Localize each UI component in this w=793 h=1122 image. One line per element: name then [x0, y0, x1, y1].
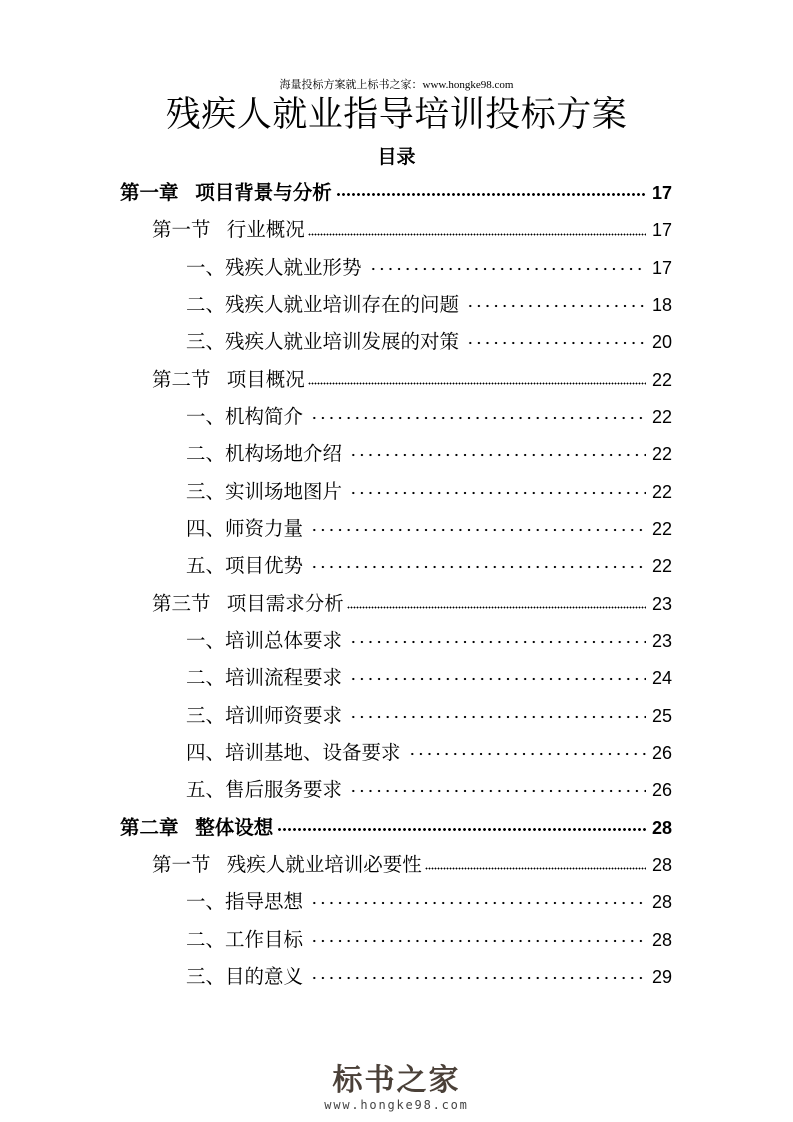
toc-entry-label: 一、机构简介 — [186, 404, 304, 428]
footer-logo: 标书之家 — [332, 1063, 461, 1098]
toc-chapter-1 — [0, 174, 793, 211]
toc-entry-page: 25 — [651, 705, 672, 726]
toc-item — [0, 286, 793, 323]
toc-entry-page: 24 — [651, 668, 672, 689]
table-of-contents — [0, 174, 793, 995]
toc-item — [0, 958, 793, 995]
toc-entry-page: 22 — [651, 406, 672, 427]
toc-item — [0, 660, 793, 697]
toc-entry-label: 四、培训基地、设备要求 — [186, 740, 401, 764]
toc-item — [0, 510, 793, 547]
toc-entry-label: 三、目的意义 — [186, 964, 304, 988]
toc-leader-dots — [466, 341, 646, 345]
toc-entry-page: 17 — [651, 220, 672, 241]
toc-item — [0, 548, 793, 585]
toc-leader-dots — [408, 752, 646, 756]
toc-leader-dots — [347, 606, 646, 609]
toc-entry-page: 23 — [651, 593, 672, 614]
toc-leader-dots — [310, 416, 646, 420]
toc-entry-label: 四、师资力量 — [186, 516, 304, 540]
toc-entry-page: 26 — [651, 742, 672, 763]
toc-leader-dots — [277, 827, 646, 832]
toc-entry-label: 二、机构场地介绍 — [186, 442, 343, 466]
toc-section-1-1 — [0, 212, 793, 249]
toc-entry-label: 一、培训总体要求 — [186, 628, 343, 652]
footer-url: www.hongke98.com — [324, 1098, 469, 1112]
toc-leader-dots — [349, 453, 646, 457]
toc-entry-label: 五、售后服务要求 — [186, 778, 343, 802]
toc-entry-page: 22 — [651, 444, 672, 465]
toc-item — [0, 772, 793, 809]
toc-entry-page: 26 — [651, 780, 672, 801]
toc-entry-page: 22 — [651, 481, 672, 502]
toc-entry-label: 第一节 残疾人就业培训必要性 — [152, 852, 422, 876]
toc-section-1-2 — [0, 361, 793, 398]
toc-item — [0, 398, 793, 435]
toc-entry-label: 第三节 项目需求分析 — [152, 591, 344, 615]
toc-leader-dots — [349, 715, 646, 719]
toc-item — [0, 249, 793, 286]
toc-entry-page: 18 — [651, 294, 672, 315]
toc-entry-page: 17 — [651, 182, 672, 203]
toc-section-1-3 — [0, 585, 793, 622]
toc-entry-page: 17 — [651, 257, 672, 278]
toc-entry-label: 三、培训师资要求 — [186, 703, 343, 727]
document-title: 残疾人就业指导培训投标方案 — [165, 95, 628, 135]
toc-entry-label: 二、工作目标 — [186, 927, 304, 951]
toc-leader-dots — [310, 976, 646, 980]
toc-entry-label: 一、残疾人就业形势 — [186, 255, 362, 279]
toc-entry-page: 28 — [651, 929, 672, 950]
toc-entry-label: 一、指导思想 — [186, 890, 304, 914]
toc-heading: 目录 — [377, 146, 416, 168]
toc-item — [0, 697, 793, 734]
toc-entry-label: 二、培训流程要求 — [186, 666, 343, 690]
header-watermark: 海量投标方案就上标书之家：www.hongke98.com — [279, 79, 514, 91]
toc-entry-page: 22 — [651, 369, 672, 390]
toc-entry-page: 22 — [651, 518, 672, 539]
toc-leader-dots — [369, 267, 646, 271]
toc-entry-label: 三、实训场地图片 — [186, 479, 343, 503]
toc-entry-label: 二、残疾人就业培训存在的问题 — [186, 292, 460, 316]
toc-item — [0, 324, 793, 361]
toc-section-2-1 — [0, 846, 793, 883]
toc-entry-page: 29 — [651, 966, 672, 987]
toc-item — [0, 884, 793, 921]
toc-item — [0, 473, 793, 510]
toc-entry-page: 23 — [651, 630, 672, 651]
toc-entry-label: 三、残疾人就业培训发展的对策 — [186, 330, 460, 354]
toc-entry-label: 第二章 整体设想 — [120, 815, 274, 839]
toc-entry-page: 28 — [651, 854, 672, 875]
toc-leader-dots — [310, 565, 646, 569]
toc-leader-dots — [425, 867, 646, 870]
toc-chapter-2 — [0, 809, 793, 846]
toc-leader-dots — [336, 192, 646, 197]
toc-entry-label: 第一节 行业概况 — [152, 218, 305, 242]
toc-item — [0, 436, 793, 473]
toc-leader-dots — [310, 528, 646, 532]
toc-entry-page: 20 — [651, 332, 672, 353]
toc-leader-dots — [349, 640, 646, 644]
toc-entry-label: 第二节 项目概况 — [152, 367, 305, 391]
toc-leader-dots — [349, 789, 646, 793]
toc-entry-label: 五、项目优势 — [186, 554, 304, 578]
toc-leader-dots — [308, 233, 646, 236]
toc-item — [0, 734, 793, 771]
toc-leader-dots — [466, 304, 646, 308]
toc-entry-page: 28 — [651, 892, 672, 913]
toc-entry-label: 第一章 项目背景与分析 — [120, 180, 332, 204]
toc-item — [0, 622, 793, 659]
toc-leader-dots — [310, 901, 646, 905]
toc-item — [0, 921, 793, 958]
toc-leader-dots — [349, 491, 646, 495]
toc-leader-dots — [308, 382, 646, 385]
toc-leader-dots — [310, 939, 646, 943]
toc-leader-dots — [349, 677, 646, 681]
toc-entry-page: 22 — [651, 556, 672, 577]
toc-entry-page: 28 — [651, 817, 672, 838]
